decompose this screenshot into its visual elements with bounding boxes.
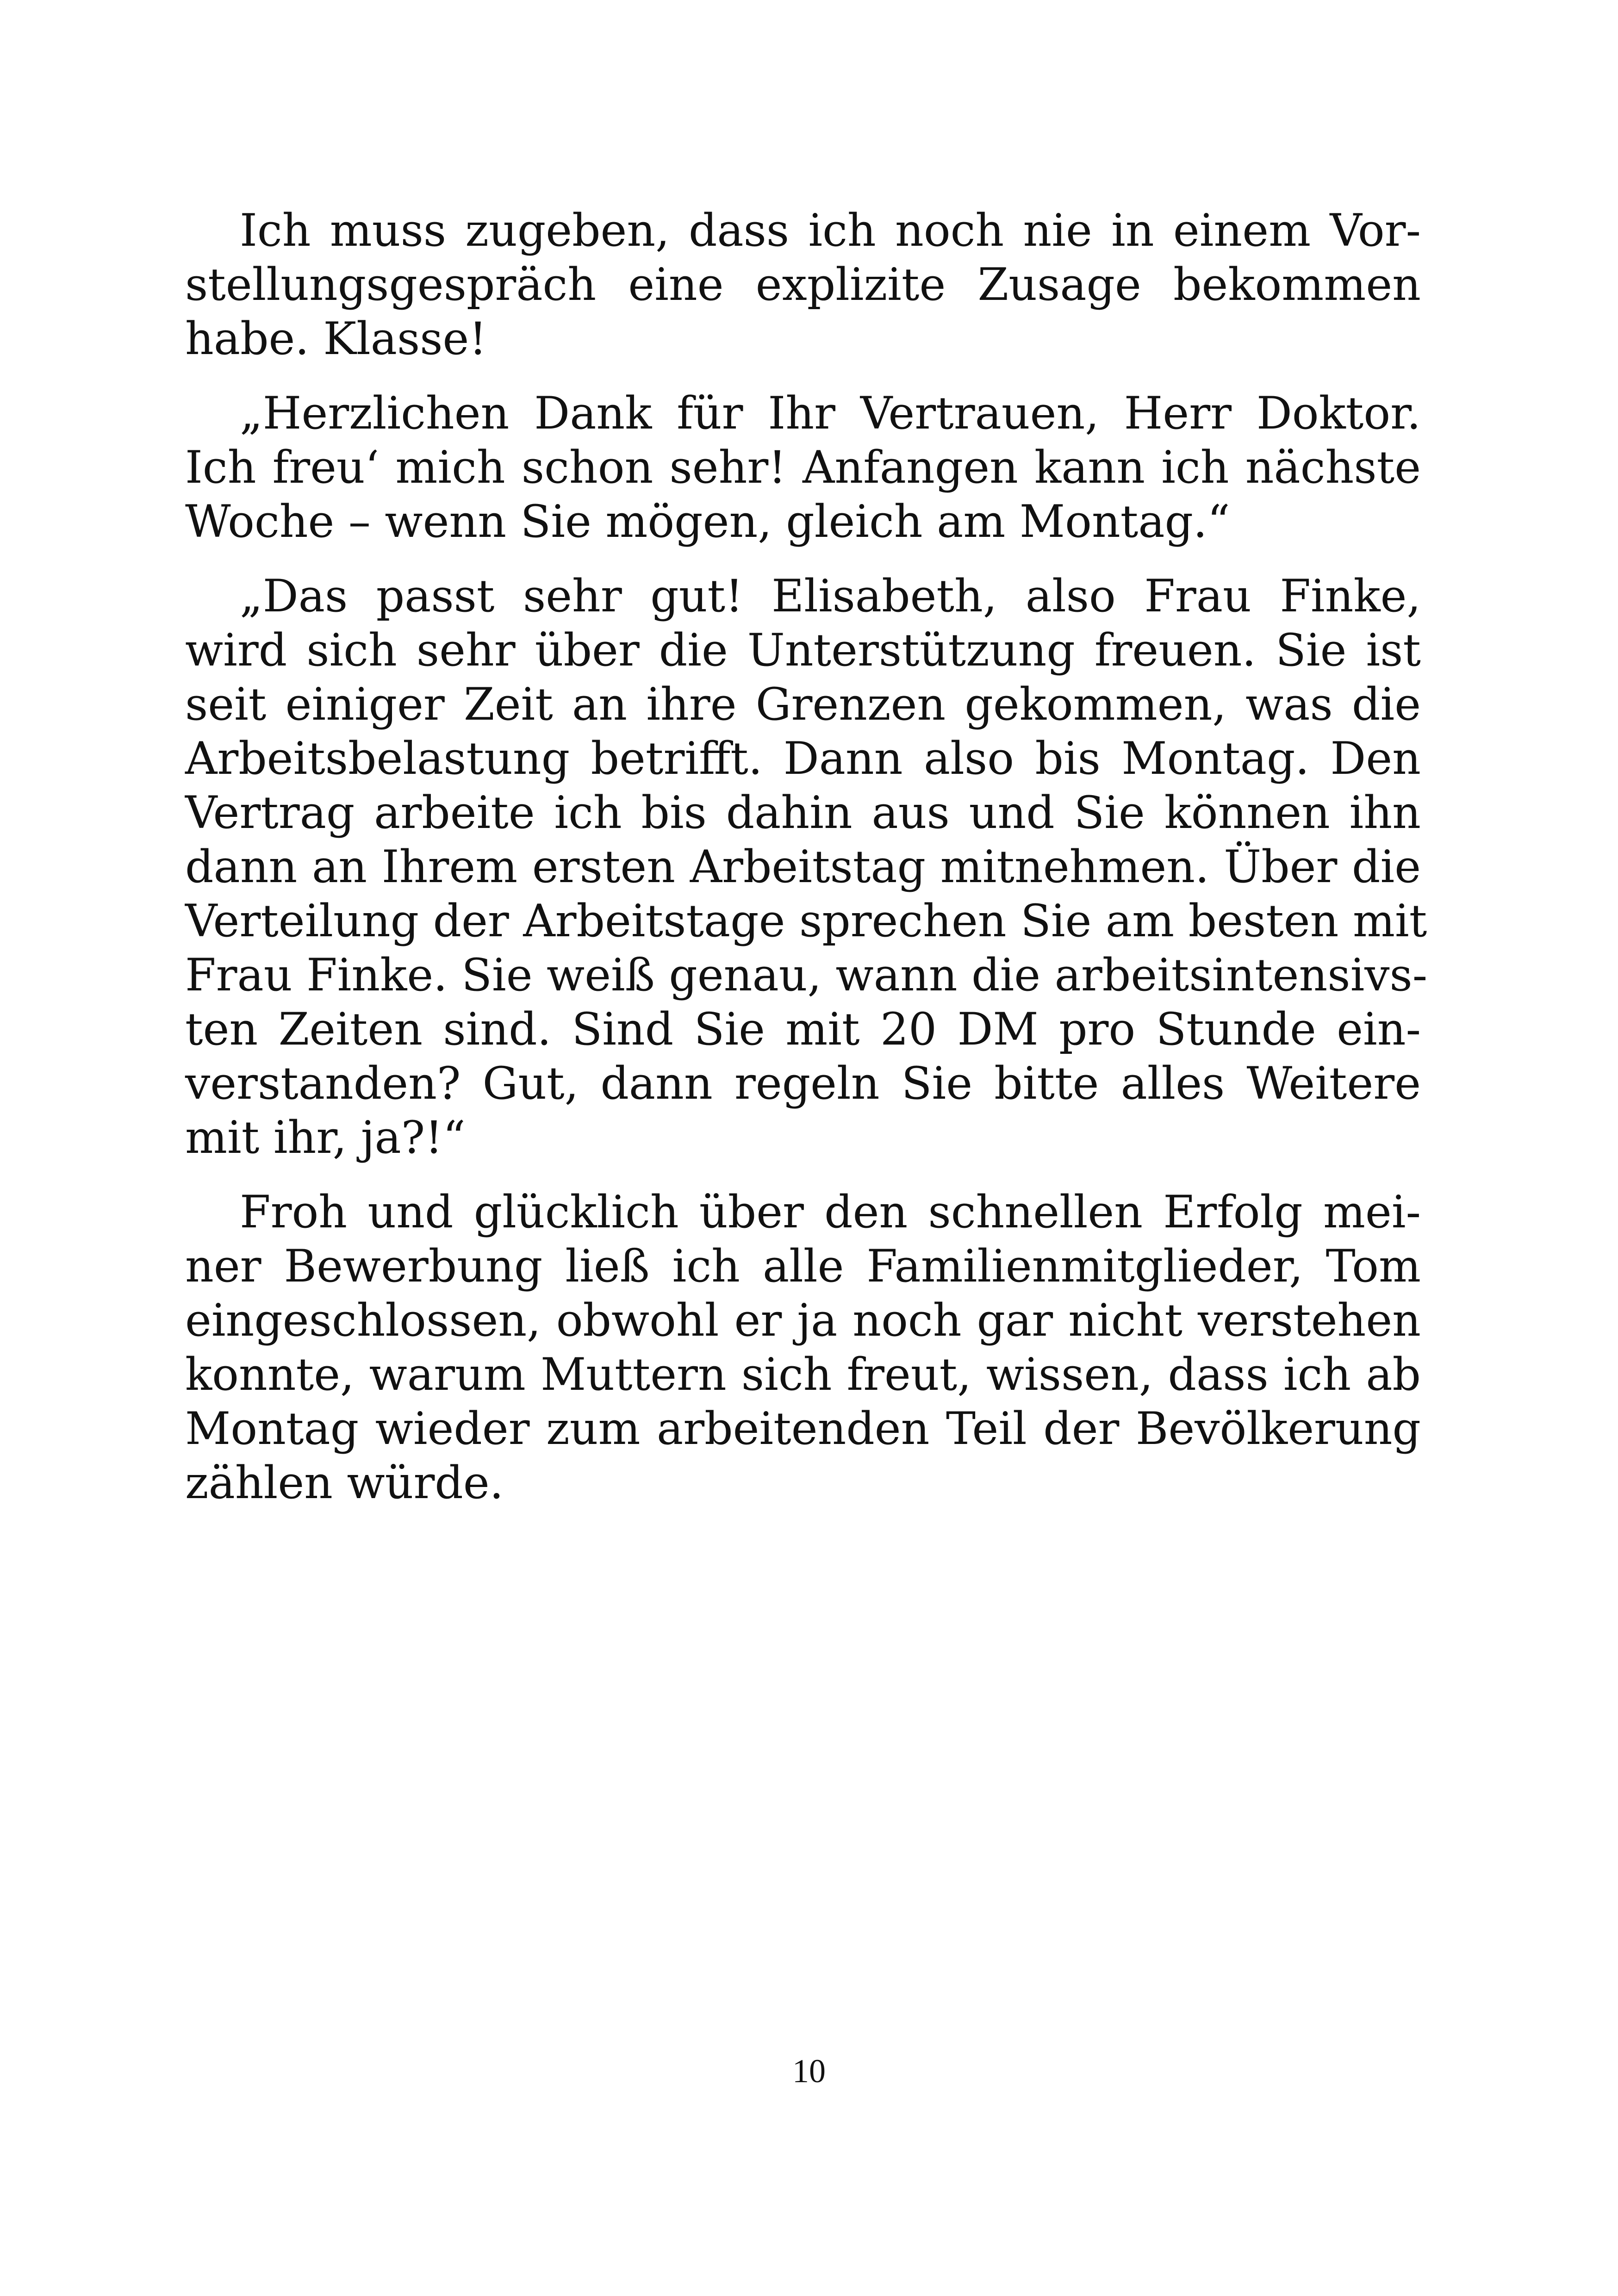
text-line: Froh und glücklich über den schnellen Erfolg mei- xyxy=(240,1186,1421,1238)
body-text xyxy=(185,204,1428,1531)
text-line: stellungsgespräch eine explizite Zusage bekommen xyxy=(185,259,1421,311)
text-line: Vertrag arbeite ich bis dahin aus und Sie können ihn xyxy=(185,787,1421,839)
text-line: wird sich sehr über die Unterstützung freuen. Sie ist xyxy=(185,624,1421,676)
text-line: Ich muss zugeben, dass ich noch nie in einem Vor- xyxy=(240,205,1421,256)
text-line: ten Zeiten sind. Sind Sie mit 20 DM pro Stunde ein- xyxy=(185,1003,1421,1055)
text-line: Verteilung der Arbeitstage sprechen Sie am besten mit xyxy=(185,895,1427,947)
paragraph-3 xyxy=(185,569,1428,1165)
text-line: eingeschlossen, obwohl er ja noch gar nicht verstehen xyxy=(185,1294,1421,1346)
paragraph-1 xyxy=(185,204,1421,366)
text-line: Ich freu‘ mich schon sehr! Anfangen kann ich nächste xyxy=(185,442,1421,493)
text-line: habe. Klasse! xyxy=(185,313,487,365)
paragraph-2 xyxy=(185,386,1421,549)
text-line: ner Bewerbung ließ ich alle Familienmitglieder, Tom xyxy=(185,1240,1421,1292)
text-line: Arbeitsbelastung betrifft. Dann also bis Montag. Den xyxy=(185,733,1421,784)
text-line: „Herzlichen Dank für Ihr Vertrauen, Herr Doktor. xyxy=(240,387,1421,439)
text-line: Montag wieder zum arbeitenden Teil der Bevölkerung xyxy=(185,1403,1421,1455)
text-line: „Das passt sehr gut! Elisabeth, also Frau Finke, xyxy=(240,570,1421,622)
paragraph-4 xyxy=(185,1185,1421,1510)
text-line: seit einiger Zeit an ihre Grenzen gekommen, was die xyxy=(185,678,1421,730)
text-line: Woche – wenn Sie mögen, gleich am Montag.“ xyxy=(185,496,1230,548)
text-line: Frau Finke. Sie weiß genau, wann die arbeitsintensivs- xyxy=(185,949,1428,1001)
page-number: 10 xyxy=(792,2053,826,2090)
text-line: verstanden? Gut, dann regeln Sie bitte alles Weitere xyxy=(185,1058,1421,1109)
text-line: zählen würde. xyxy=(185,1457,504,1509)
text-line: dann an Ihrem ersten Arbeitstag mitnehmen. Über die xyxy=(185,841,1421,893)
text-line: mit ihr, ja?!“ xyxy=(185,1112,466,1164)
text-line: konnte, warum Muttern sich freut, wissen, dass ich ab xyxy=(185,1349,1421,1400)
